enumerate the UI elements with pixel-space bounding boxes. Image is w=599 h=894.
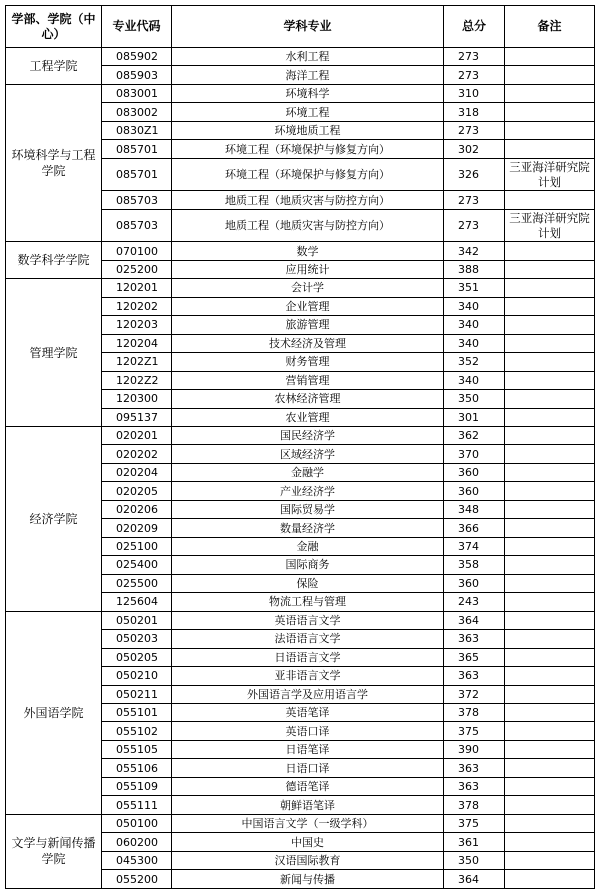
note-cell (505, 500, 595, 518)
code-cell: 0830Z1 (102, 121, 172, 139)
code-cell: 055102 (102, 722, 172, 740)
note-cell (505, 279, 595, 297)
score-cell: 340 (444, 334, 505, 352)
code-cell: 020202 (102, 445, 172, 463)
note-cell (505, 445, 595, 463)
major-cell: 地质工程（地质灾害与防控方向） (172, 191, 444, 209)
major-cell: 数学 (172, 242, 444, 260)
score-cell: 363 (444, 777, 505, 795)
note-cell (505, 371, 595, 389)
major-cell: 中国语言文学（一级学科） (172, 814, 444, 832)
school-cell: 数学科学学院 (6, 242, 102, 279)
school-cell: 外国语学院 (6, 611, 102, 814)
major-cell: 企业管理 (172, 297, 444, 315)
note-cell (505, 260, 595, 278)
major-cell: 技术经济及管理 (172, 334, 444, 352)
code-cell: 050210 (102, 667, 172, 685)
note-cell (505, 463, 595, 481)
score-cell: 372 (444, 685, 505, 703)
score-cell: 363 (444, 667, 505, 685)
note-cell (505, 390, 595, 408)
score-cell: 340 (444, 316, 505, 334)
score-cell: 374 (444, 537, 505, 555)
school-cell: 管理学院 (6, 279, 102, 427)
major-cell: 环境工程 (172, 103, 444, 121)
code-cell: 050201 (102, 611, 172, 629)
note-cell: 三亚海洋研究院计划 (505, 209, 595, 242)
code-cell: 055106 (102, 759, 172, 777)
score-cell: 350 (444, 851, 505, 869)
code-cell: 085902 (102, 48, 172, 66)
major-cell: 农林经济管理 (172, 390, 444, 408)
score-cell: 364 (444, 870, 505, 889)
note-cell (505, 121, 595, 139)
code-cell: 085703 (102, 191, 172, 209)
note-cell: 三亚海洋研究院计划 (505, 158, 595, 191)
major-cell: 英语语言文学 (172, 611, 444, 629)
score-cell: 301 (444, 408, 505, 426)
score-cell: 340 (444, 371, 505, 389)
score-cell: 360 (444, 574, 505, 592)
note-cell (505, 630, 595, 648)
score-cell: 310 (444, 84, 505, 102)
code-cell: 055109 (102, 777, 172, 795)
table-row (6, 814, 595, 832)
score-cell: 326 (444, 158, 505, 191)
note-cell (505, 426, 595, 444)
score-cell: 378 (444, 704, 505, 722)
major-cell: 财务管理 (172, 353, 444, 371)
score-cell: 273 (444, 209, 505, 242)
major-cell: 水利工程 (172, 48, 444, 66)
school-cell: 环境科学与工程学院 (6, 84, 102, 241)
code-cell: 050100 (102, 814, 172, 832)
note-cell (505, 537, 595, 555)
note-cell (505, 759, 595, 777)
major-cell: 产业经济学 (172, 482, 444, 500)
major-cell: 环境工程（环境保护与修复方向） (172, 140, 444, 158)
score-cell: 302 (444, 140, 505, 158)
note-cell (505, 685, 595, 703)
score-cell: 348 (444, 500, 505, 518)
code-cell: 120203 (102, 316, 172, 334)
score-cell: 352 (444, 353, 505, 371)
header-major: 学科专业 (172, 6, 444, 48)
major-cell: 数量经济学 (172, 519, 444, 537)
note-cell (505, 556, 595, 574)
note-cell (505, 482, 595, 500)
code-cell: 025400 (102, 556, 172, 574)
code-cell: 083002 (102, 103, 172, 121)
major-cell: 金融 (172, 537, 444, 555)
note-cell (505, 740, 595, 758)
note-cell (505, 48, 595, 66)
note-cell (505, 574, 595, 592)
major-cell: 法语语言文学 (172, 630, 444, 648)
code-cell: 025200 (102, 260, 172, 278)
note-cell (505, 648, 595, 666)
major-cell: 地质工程（地质灾害与防控方向） (172, 209, 444, 242)
code-cell: 045300 (102, 851, 172, 869)
score-cell: 243 (444, 593, 505, 611)
code-cell: 1202Z1 (102, 353, 172, 371)
major-cell: 会计学 (172, 279, 444, 297)
code-cell: 055105 (102, 740, 172, 758)
major-cell: 亚非语言文学 (172, 667, 444, 685)
header-score: 总分 (444, 6, 505, 48)
note-cell (505, 84, 595, 102)
code-cell: 055111 (102, 796, 172, 814)
code-cell: 085903 (102, 66, 172, 84)
table-row (6, 84, 595, 102)
note-cell (505, 316, 595, 334)
major-cell: 外国语言学及应用语言学 (172, 685, 444, 703)
school-cell: 工程学院 (6, 48, 102, 85)
code-cell: 020204 (102, 463, 172, 481)
major-cell: 海洋工程 (172, 66, 444, 84)
header-school: 学部、学院（中心） (6, 6, 102, 48)
school-cell: 经济学院 (6, 426, 102, 611)
code-cell: 120204 (102, 334, 172, 352)
major-cell: 环境科学 (172, 84, 444, 102)
major-cell: 金融学 (172, 463, 444, 481)
score-cell: 364 (444, 611, 505, 629)
code-cell: 085703 (102, 209, 172, 242)
major-cell: 国际贸易学 (172, 500, 444, 518)
note-cell (505, 191, 595, 209)
major-cell: 国民经济学 (172, 426, 444, 444)
score-cell: 360 (444, 463, 505, 481)
code-cell: 083001 (102, 84, 172, 102)
code-cell: 070100 (102, 242, 172, 260)
note-cell (505, 870, 595, 889)
header-note: 备注 (505, 6, 595, 48)
note-cell (505, 704, 595, 722)
major-cell: 新闻与传播 (172, 870, 444, 889)
major-cell: 日语语言文学 (172, 648, 444, 666)
score-cell: 388 (444, 260, 505, 278)
code-cell: 020206 (102, 500, 172, 518)
score-cell: 366 (444, 519, 505, 537)
score-cell: 365 (444, 648, 505, 666)
major-cell: 应用统计 (172, 260, 444, 278)
table-row (6, 242, 595, 260)
score-cell: 340 (444, 297, 505, 315)
code-cell: 055200 (102, 870, 172, 889)
score-cell: 350 (444, 390, 505, 408)
score-cell: 273 (444, 191, 505, 209)
major-cell: 英语口译 (172, 722, 444, 740)
score-cell: 273 (444, 121, 505, 139)
score-table (5, 5, 595, 889)
note-cell (505, 722, 595, 740)
score-cell: 318 (444, 103, 505, 121)
code-cell: 125604 (102, 593, 172, 611)
note-cell (505, 140, 595, 158)
code-cell: 025100 (102, 537, 172, 555)
code-cell: 050203 (102, 630, 172, 648)
code-cell: 085701 (102, 158, 172, 191)
major-cell: 农业管理 (172, 408, 444, 426)
header-row (6, 6, 595, 48)
score-cell: 378 (444, 796, 505, 814)
major-cell: 国际商务 (172, 556, 444, 574)
table-row (6, 426, 595, 444)
code-cell: 120202 (102, 297, 172, 315)
score-cell: 273 (444, 48, 505, 66)
major-cell: 保险 (172, 574, 444, 592)
major-cell: 环境工程（环境保护与修复方向） (172, 158, 444, 191)
score-cell: 360 (444, 482, 505, 500)
code-cell: 050205 (102, 648, 172, 666)
note-cell (505, 851, 595, 869)
note-cell (505, 297, 595, 315)
major-cell: 汉语国际教育 (172, 851, 444, 869)
major-cell: 日语口译 (172, 759, 444, 777)
score-cell: 342 (444, 242, 505, 260)
code-cell: 120300 (102, 390, 172, 408)
note-cell (505, 353, 595, 371)
note-cell (505, 334, 595, 352)
major-cell: 旅游管理 (172, 316, 444, 334)
note-cell (505, 611, 595, 629)
code-cell: 060200 (102, 833, 172, 851)
table-body (6, 48, 595, 889)
note-cell (505, 66, 595, 84)
major-cell: 德语笔译 (172, 777, 444, 795)
table-row (6, 48, 595, 66)
code-cell: 120201 (102, 279, 172, 297)
note-cell (505, 667, 595, 685)
score-cell: 361 (444, 833, 505, 851)
code-cell: 020205 (102, 482, 172, 500)
code-cell: 020201 (102, 426, 172, 444)
header-code: 专业代码 (102, 6, 172, 48)
score-cell: 375 (444, 814, 505, 832)
code-cell: 055101 (102, 704, 172, 722)
code-cell: 050211 (102, 685, 172, 703)
table-row (6, 611, 595, 629)
major-cell: 营销管理 (172, 371, 444, 389)
code-cell: 095137 (102, 408, 172, 426)
major-cell: 英语笔译 (172, 704, 444, 722)
score-cell: 351 (444, 279, 505, 297)
score-cell: 363 (444, 759, 505, 777)
score-cell: 362 (444, 426, 505, 444)
code-cell: 020209 (102, 519, 172, 537)
major-cell: 环境地质工程 (172, 121, 444, 139)
major-cell: 日语笔译 (172, 740, 444, 758)
note-cell (505, 777, 595, 795)
score-cell: 273 (444, 66, 505, 84)
code-cell: 1202Z2 (102, 371, 172, 389)
score-cell: 375 (444, 722, 505, 740)
note-cell (505, 796, 595, 814)
note-cell (505, 408, 595, 426)
score-cell: 390 (444, 740, 505, 758)
major-cell: 区域经济学 (172, 445, 444, 463)
table-row (6, 279, 595, 297)
note-cell (505, 103, 595, 121)
code-cell: 085701 (102, 140, 172, 158)
score-cell: 358 (444, 556, 505, 574)
note-cell (505, 833, 595, 851)
note-cell (505, 593, 595, 611)
major-cell: 中国史 (172, 833, 444, 851)
school-cell: 文学与新闻传播学院 (6, 814, 102, 888)
note-cell (505, 242, 595, 260)
score-cell: 370 (444, 445, 505, 463)
code-cell: 025500 (102, 574, 172, 592)
major-cell: 物流工程与管理 (172, 593, 444, 611)
major-cell: 朝鲜语笔译 (172, 796, 444, 814)
note-cell (505, 814, 595, 832)
score-cell: 363 (444, 630, 505, 648)
note-cell (505, 519, 595, 537)
